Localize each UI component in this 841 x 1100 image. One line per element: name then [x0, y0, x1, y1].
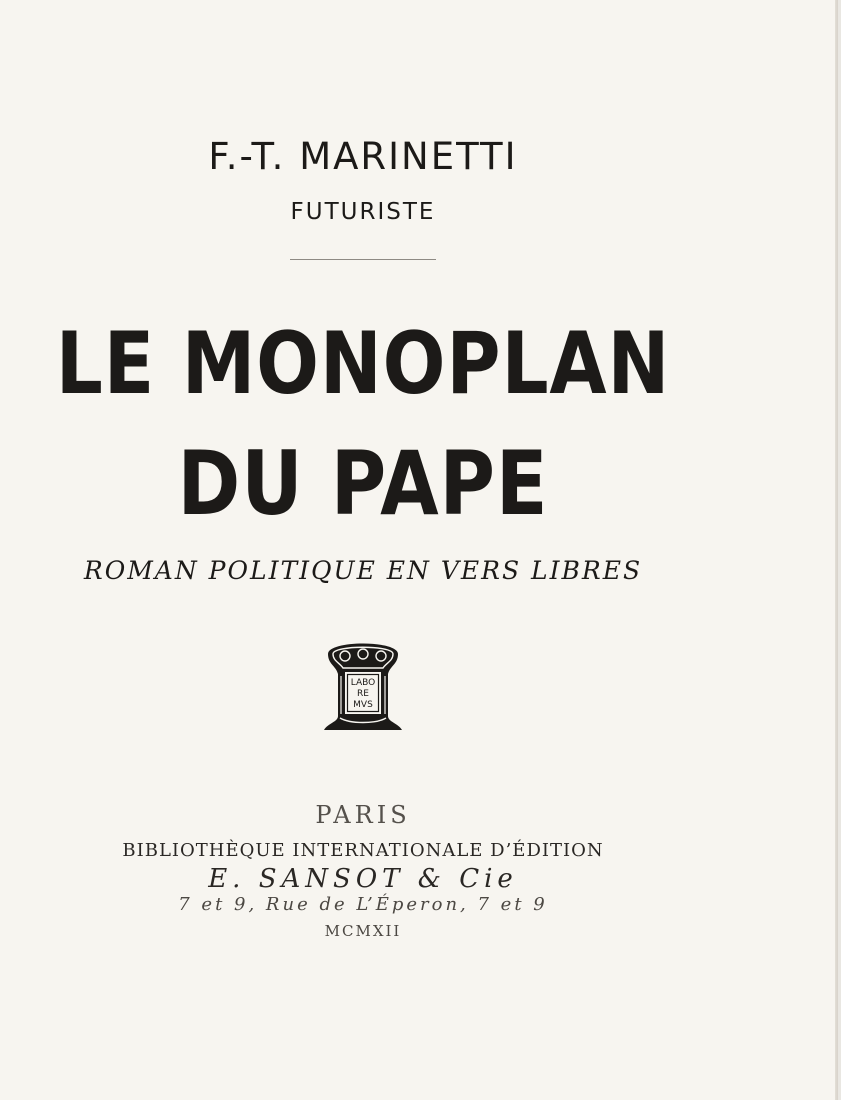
publication-place: PARIS — [315, 801, 411, 829]
page-edge — [835, 0, 838, 1100]
author-name: F.-T. MARINETTI — [208, 135, 518, 178]
motto-line-3: MVS — [353, 700, 373, 710]
motto-line-2: RE — [357, 689, 369, 699]
publisher-name: E. SANSOT & Cie — [208, 864, 518, 894]
publisher-line: BIBLIOTHÈQUE INTERNATIONALE D’ÉDITION — [122, 840, 604, 861]
printer-mark-icon — [322, 636, 404, 732]
book-title-line-1: LE MONOPLAN — [55, 314, 671, 414]
author-role: FUTURISTE — [290, 199, 436, 225]
book-subtitle: ROMAN POLITIQUE EN VERS LIBRES — [83, 556, 643, 585]
publication-year: MCMXII — [324, 922, 402, 940]
publisher-address: 7 et 9, Rue de L’Éperon, 7 et 9 — [178, 894, 548, 915]
book-title-line-2: DU PAPE — [177, 432, 549, 535]
divider-rule — [290, 259, 436, 260]
motto-line-1: LABO — [350, 678, 376, 688]
